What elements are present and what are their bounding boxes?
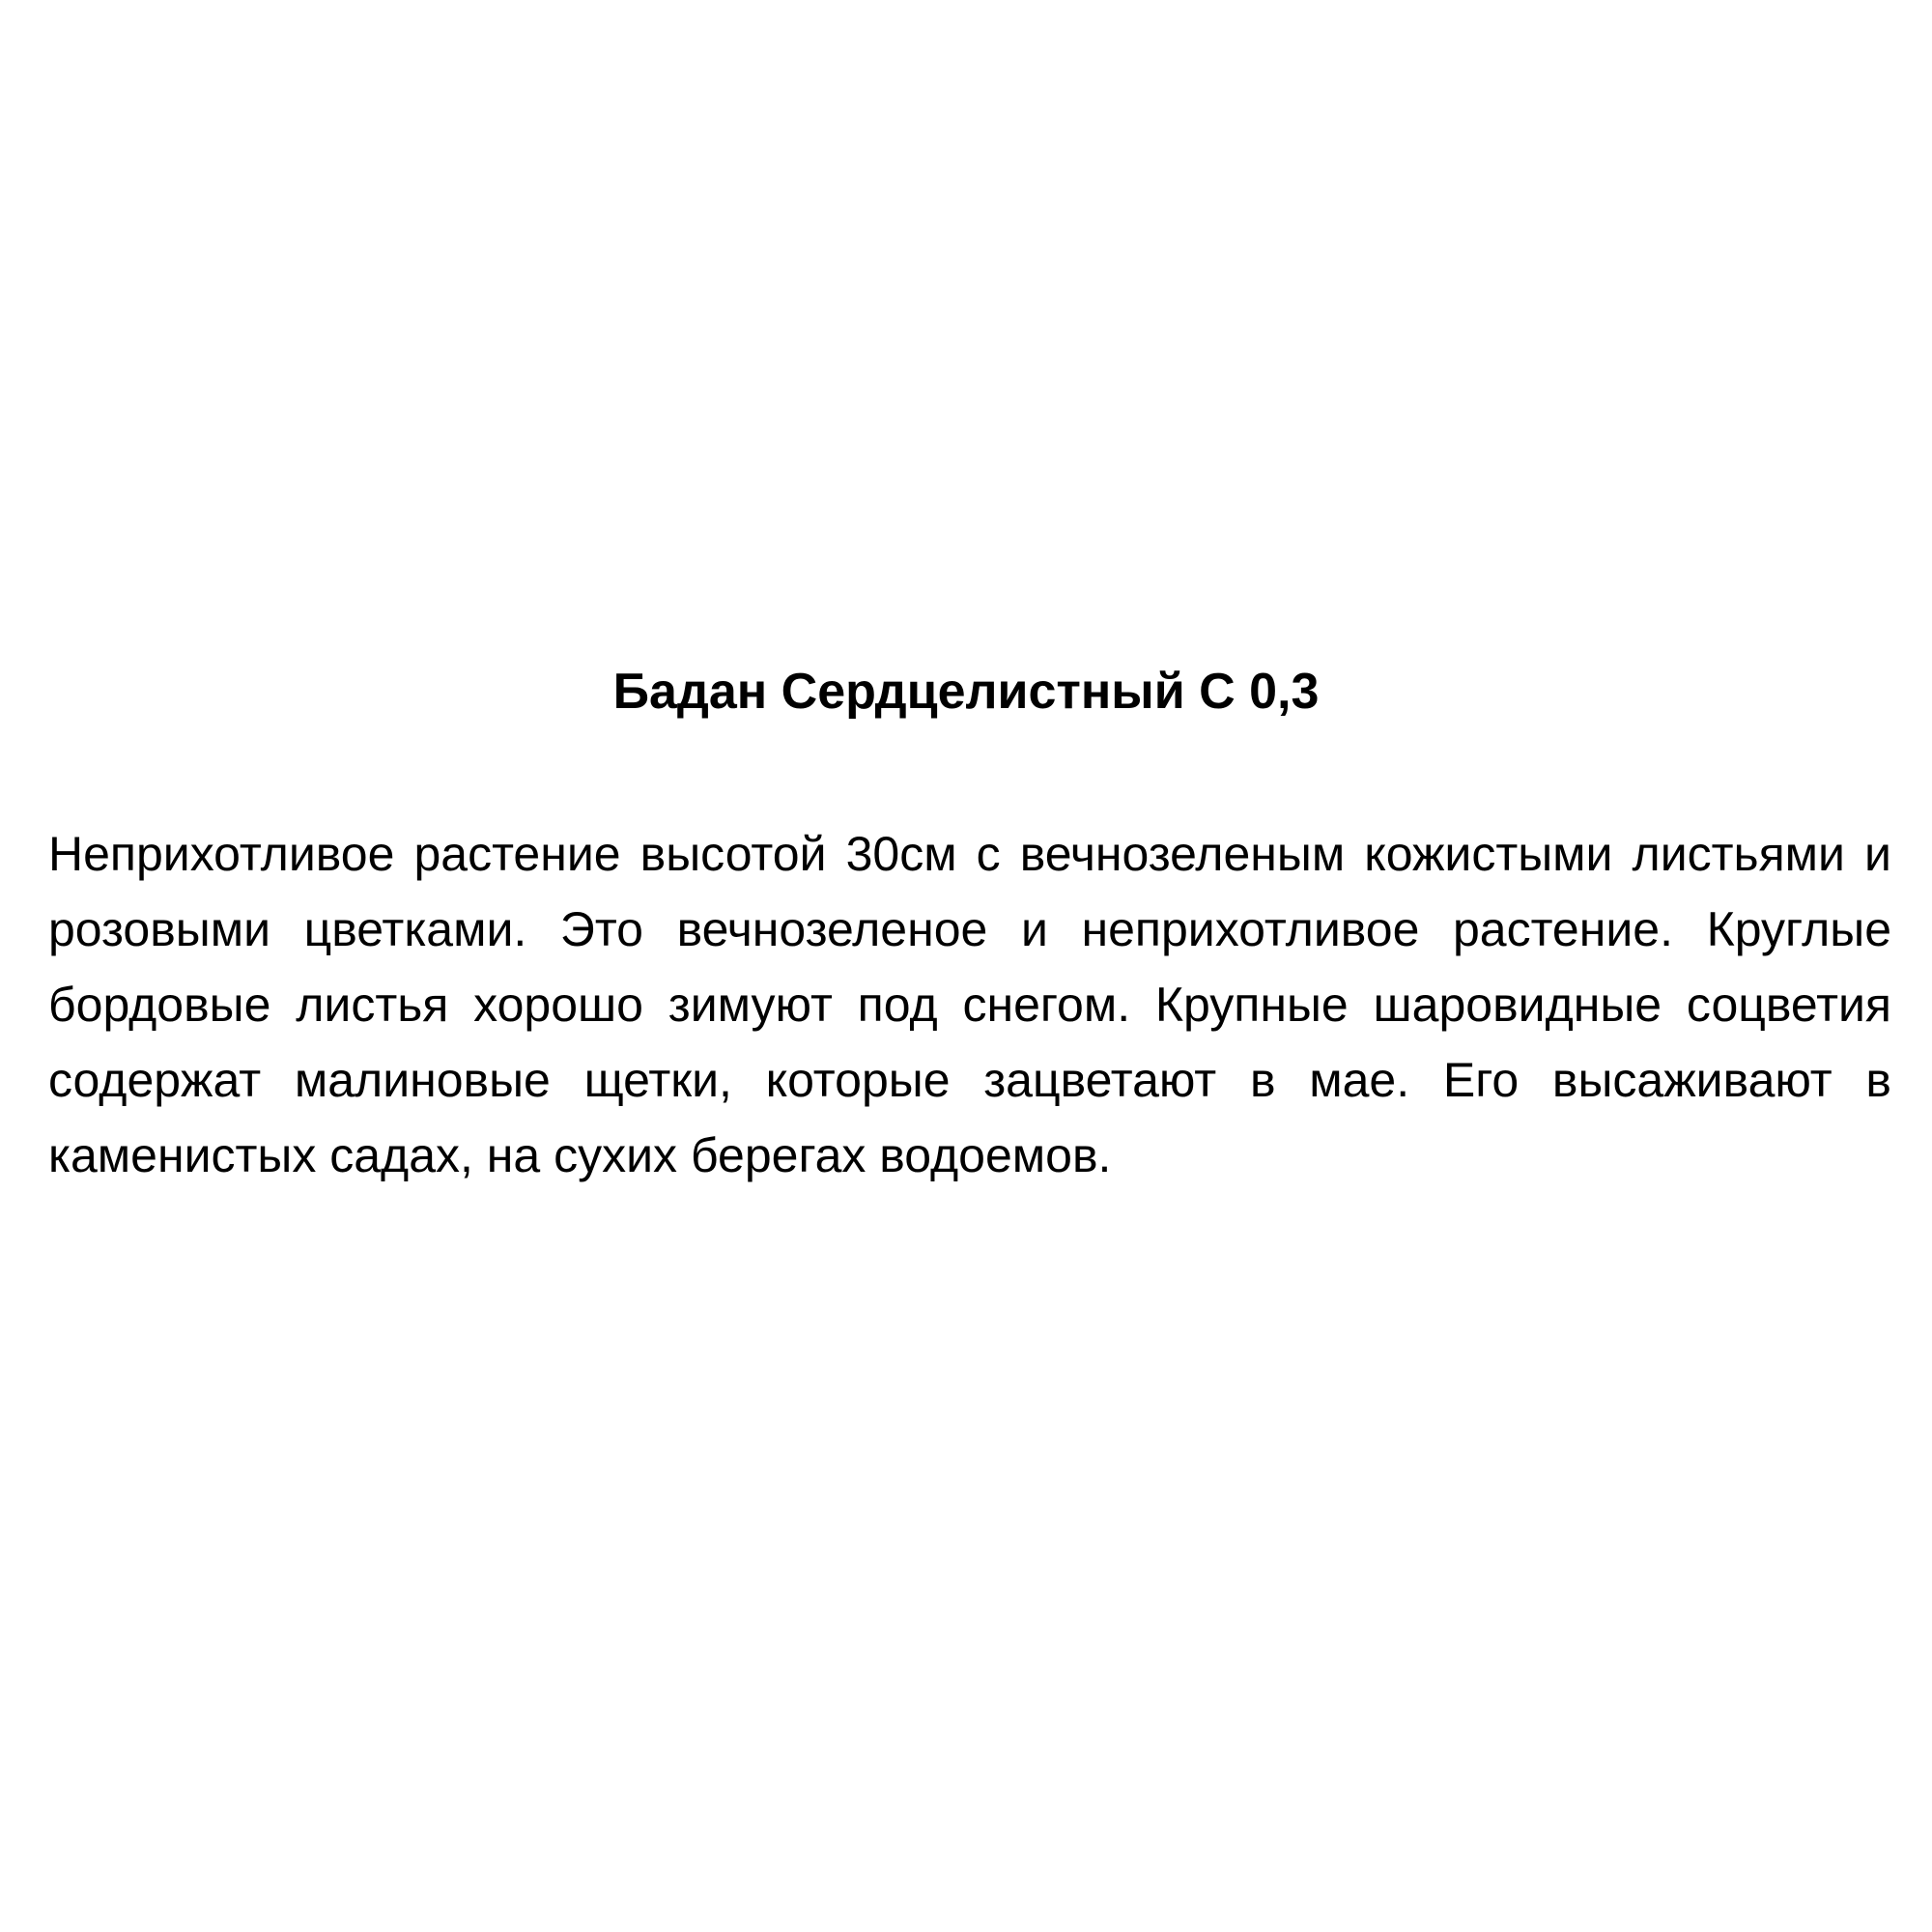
product-description: Неприхотливое растение высотой 30см с вечнозеленым кожистыми листьями и розовыми цветками. Это вечнозеленое и неприхотливое растение. Круглые бордовые листья хорошо зимуют под снегом. Крупные шаровидные соцветия содержат малиновые щетки, которые зацветают в мае. Его высаживают в каменистых садах, на сухих берегах водоемов. [48, 827, 1891, 1182]
product-title: Бадан Сердцелистный С 0,3 [612, 664, 1320, 720]
